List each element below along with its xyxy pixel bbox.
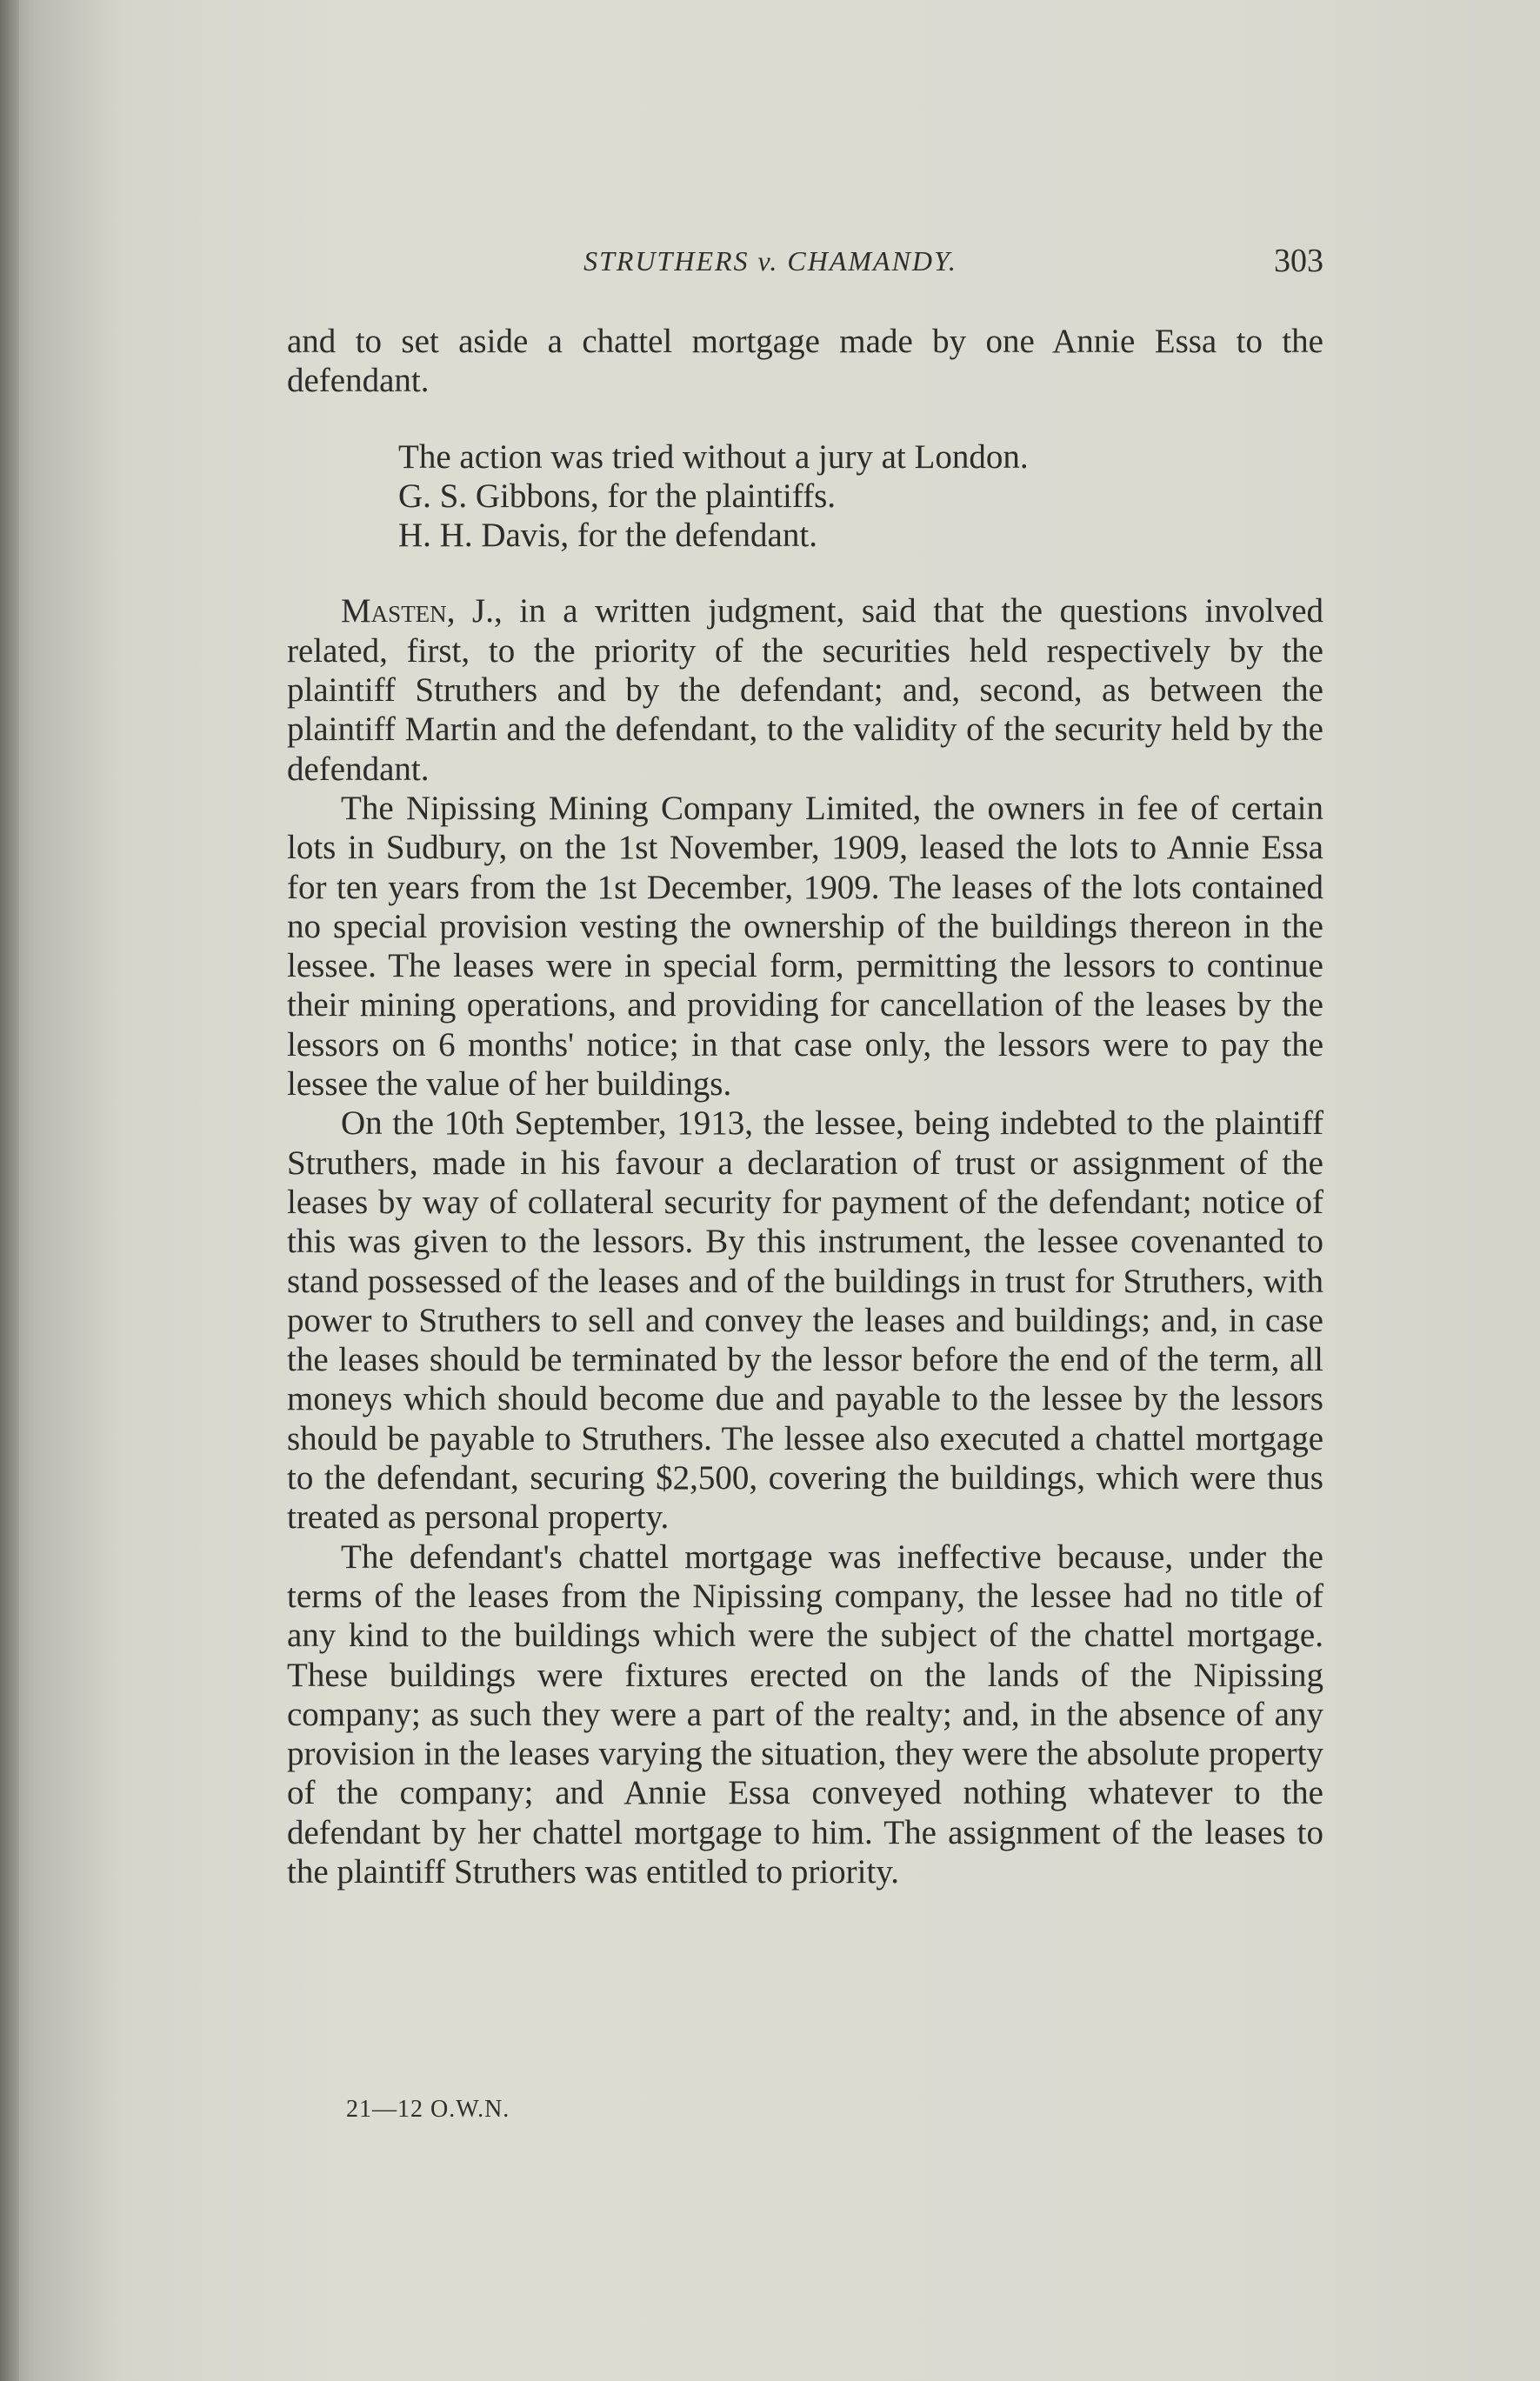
judgment-paragraph-1 — [287, 591, 1323, 788]
body-text — [287, 322, 1323, 1891]
trial-line: The action was tried without a jury at London. — [398, 437, 1029, 476]
book-spine-shadow — [0, 0, 19, 2381]
opening-paragraph: and to set aside a chattel mortgage made by one Annie Essa to the defendant. — [287, 323, 1323, 400]
judgment-paragraph-3: On the 10th September, 1913, the lessee, being indebted to the plaintiff Struthers, made in his favour a declaration of trust or assignment of the leases by way of collateral security for payment of the defendant; notice of this was given to the lessors. By this instrument, the lessee covenanted to stand possessed of the leases and of the buildings in trust for Struthers, with power to Struthers to sell and convey the leases and buildings; and, in case the leases should be terminated by the lessor before the end of the term, all moneys which should become due and payable to the lessee by the lessors should be payable to Struthers. The lessee also executed a chattel mortgage to the defendant, securing $2,500, covering the buildings, which were thus treated as personal property. — [287, 1104, 1323, 1537]
running-title: STRUTHERS v. CHAMANDY. — [583, 245, 957, 277]
judgment-paragraph-4: The defendant's chattel mortgage was ineffective because, under the terms of the leases from the Nipissing company, the lessee had no title of any kind to the buildings which were the subject of the chattel mortgage. These buildings were fixtures erected on the lands of the Nipissing company; as such they were a part of the realty; and, in the absence of any provision in the leases varying the situation, they were the absolute property of the company; and Annie Essa conveyed nothing whatever to the defendant by her chattel mortgage to him. The assignment of the leases to the plaintiff Struthers was entitled to priority. — [287, 1537, 1323, 1891]
counsel-defendant: H. H. Davis, for the defendant. — [398, 517, 817, 555]
counsel-plaintiffs: G. S. Gibbons, for the plaintiffs. — [398, 477, 837, 515]
judgment-paragraph-1-text: , J., in a written judgment, said that the questions involved related, first, to the priority of the securities held respectively by the plaintiff Struthers and by the defendant; and, second, as between the plaintiff Martin and the defendant, to the validity of the security held by the defendant. — [287, 592, 1323, 788]
judge-name: Masten — [341, 592, 447, 630]
page-number: 303 — [1274, 243, 1323, 279]
judgment-paragraph-2: The Nipissing Mining Company Limited, the owners in fee of certain lots in Sudbury, on the 1st November, 1909, leased the lots to Annie Essa for ten years from the 1st December, 1909. The leases of the lots contained no special provision vesting the ownership of the buildings thereon in the lessee. The leases were in special form, permitting the lessors to continue their mining operations, and providing for cancellation of the leases by the lessors on 6 months' notice; in that case only, the lessors were to pay the lessee the value of her buildings. — [287, 789, 1323, 1104]
running-head — [287, 242, 1323, 283]
signature-mark: 21—12 O.W.N. — [346, 2096, 510, 2123]
